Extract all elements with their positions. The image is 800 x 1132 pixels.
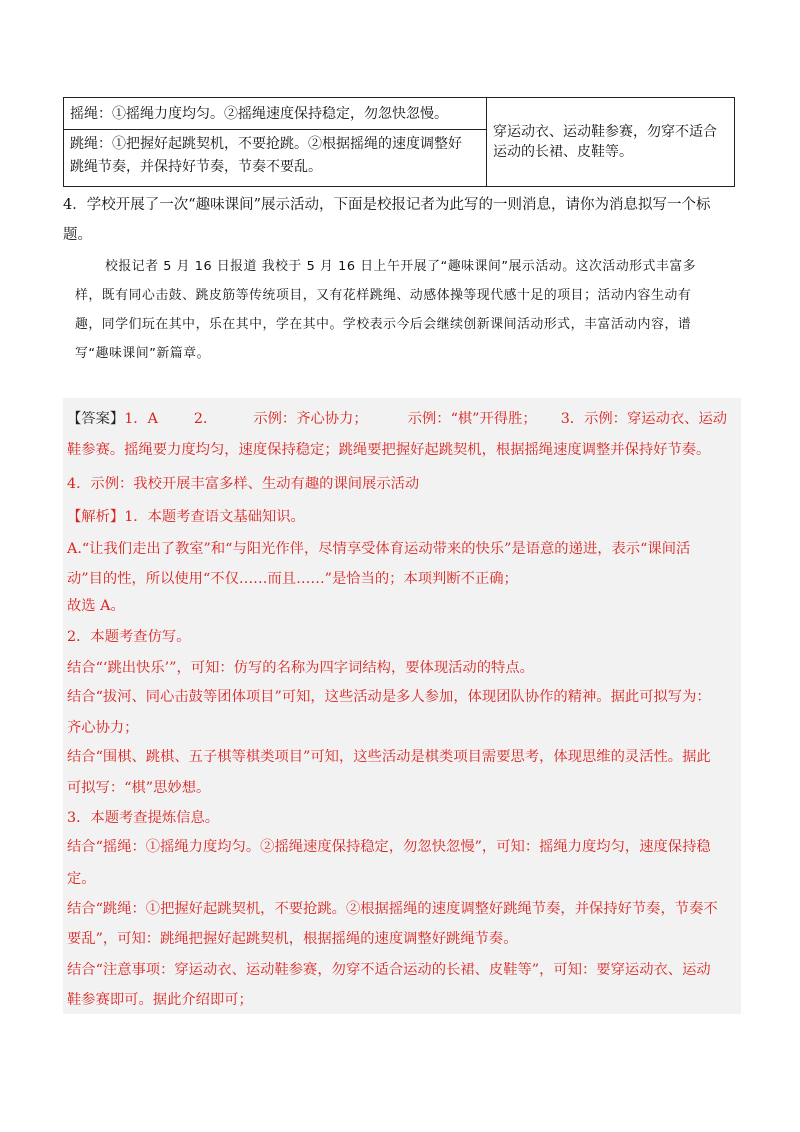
question-4 xyxy=(63,190,735,250)
jump-rope-line-2: 跳绳节奏，并保持好节奏，节奏不要乱。 xyxy=(70,159,322,175)
analysis-line-8: 齐心协力； xyxy=(67,720,139,736)
attention-line-1: 穿运动衣、运动鞋参赛，勿穿不适合 xyxy=(493,124,717,140)
news-line-1: 校报记者 5 月 16 日报道 我校于 5 月 16 日上午开展了“趣味课间”展示活动。这次活动形式丰富多 xyxy=(105,259,697,274)
rules-table xyxy=(63,97,735,187)
analysis-tag: 【解析】 xyxy=(67,509,125,525)
analysis-line-17: 鞋参赛即可。据此介绍即可； xyxy=(67,992,253,1008)
analysis-line-5: 2．本题考查仿写。 xyxy=(67,629,191,645)
answer-2-example-1: 示例：齐心协力； xyxy=(253,411,368,427)
jump-rope-cell xyxy=(64,130,486,186)
answer-3-line-2: 鞋参赛。摇绳要力度均匀，速度保持稳定；跳绳要把握好起跳契机，根据摇绳速度调整并保持好节奏。 xyxy=(67,442,711,458)
analysis-line-7: 结合“拔河、同心击鼓等团体项目”可知，这些活动是多人参加，体现团队协作的精神。据此可拟写为： xyxy=(67,689,711,705)
answer-2-example-2: 示例：“棋”开得胜； xyxy=(407,411,537,427)
analysis-line-4: 故选 A。 xyxy=(67,598,125,614)
attention-cell xyxy=(487,98,734,186)
analysis-line-15: 要乱”，可知：跳绳把握好起跳契机，根据摇绳的速度调整好跳绳节奏。 xyxy=(67,931,518,947)
question-4-line-2: 题。 xyxy=(63,227,92,243)
jump-rope-line-1: 跳绳：①把握好起跳契机，不要抢跳。②根据摇绳的速度调整好 xyxy=(70,136,462,152)
analysis-line-13: 定。 xyxy=(67,871,96,887)
analysis-line-6: 结合“‘跳出快乐’”，可知：仿写的名称为四字词结构，要体现活动的特点。 xyxy=(67,660,534,676)
attention-line-2: 运动的长裙、皮鞋等。 xyxy=(493,144,633,160)
analysis-line-10: 可拟写：“棋”思妙想。 xyxy=(67,780,211,796)
analysis-line-9: 结合“围棋、跳棋、五子棋等棋类项目”可知，这些活动是棋类项目需要思考，体现思维的灵活性。据此 xyxy=(67,749,711,765)
analysis-line-1 xyxy=(67,506,735,528)
analysis-line-16: 结合“注意事项：穿运动衣、运动鞋参赛，勿穿不适合运动的长裙、皮鞋等”，可知：要穿运动衣、运动 xyxy=(67,962,711,978)
analysis-line-11: 3．本题考查提炼信息。 xyxy=(67,810,220,826)
swing-rope-cell: 摇绳：①摇绳力度均匀。②摇绳速度保持稳定，勿忽快忽慢。 xyxy=(64,98,486,130)
analysis-line-2: A.“让我们走出了教室”和“与阳光作伴，尽情享受体育运动带来的快乐”是语意的递进，表示“课间活 xyxy=(67,541,691,557)
analysis-line-14: 结合“跳绳：①把握好起跳契机，不要抢跳。②根据摇绳的速度调整好跳绳节奏，并保持好节奏，节奏不 xyxy=(67,901,718,917)
rules-table-left-column xyxy=(64,98,487,186)
news-passage xyxy=(75,252,735,368)
answer-2-num: 2． xyxy=(193,411,218,427)
question-4-line-1: 4．学校开展了一次“趣味课间”展示活动，下面是校报记者为此写的一则消息，请你为消息拟写一个标 xyxy=(63,197,711,213)
answer-4: 4．示例：我校开展丰富多样、生动有趣的课间展示活动 xyxy=(67,476,420,492)
news-line-4: 写“趣味课间”新篇章。 xyxy=(75,346,211,361)
news-line-3: 趣，同学们玩在其中，乐在其中，学在其中。学校表示今后会继续创新课间活动形式，丰富活动内容，谱 xyxy=(75,317,692,332)
answer-line-1 xyxy=(67,408,735,430)
answer-tag: 【答案】 xyxy=(67,411,125,427)
analysis-line-3: 动”目的性，所以使用“不仅……而且……”是恰当的；本项判断不正确； xyxy=(67,571,518,587)
analysis-1: 1．本题考查语文基础知识。 xyxy=(124,509,305,525)
news-line-2: 样，既有同心击鼓、跳皮筋等传统项目，又有花样跳绳、动感体操等现代感十足的项目；活动内容生动有 xyxy=(75,288,692,303)
answer-1: 1．A xyxy=(124,411,158,427)
answer-block xyxy=(63,398,741,1014)
answer-3-start: 3．示例：穿运动衣、运动 xyxy=(560,411,728,427)
analysis-line-12: 结合“摇绳：①摇绳力度均匀。②摇绳速度保持稳定，勿忽快忽慢”，可知：摇绳力度均匀，速度保持稳 xyxy=(67,839,711,855)
